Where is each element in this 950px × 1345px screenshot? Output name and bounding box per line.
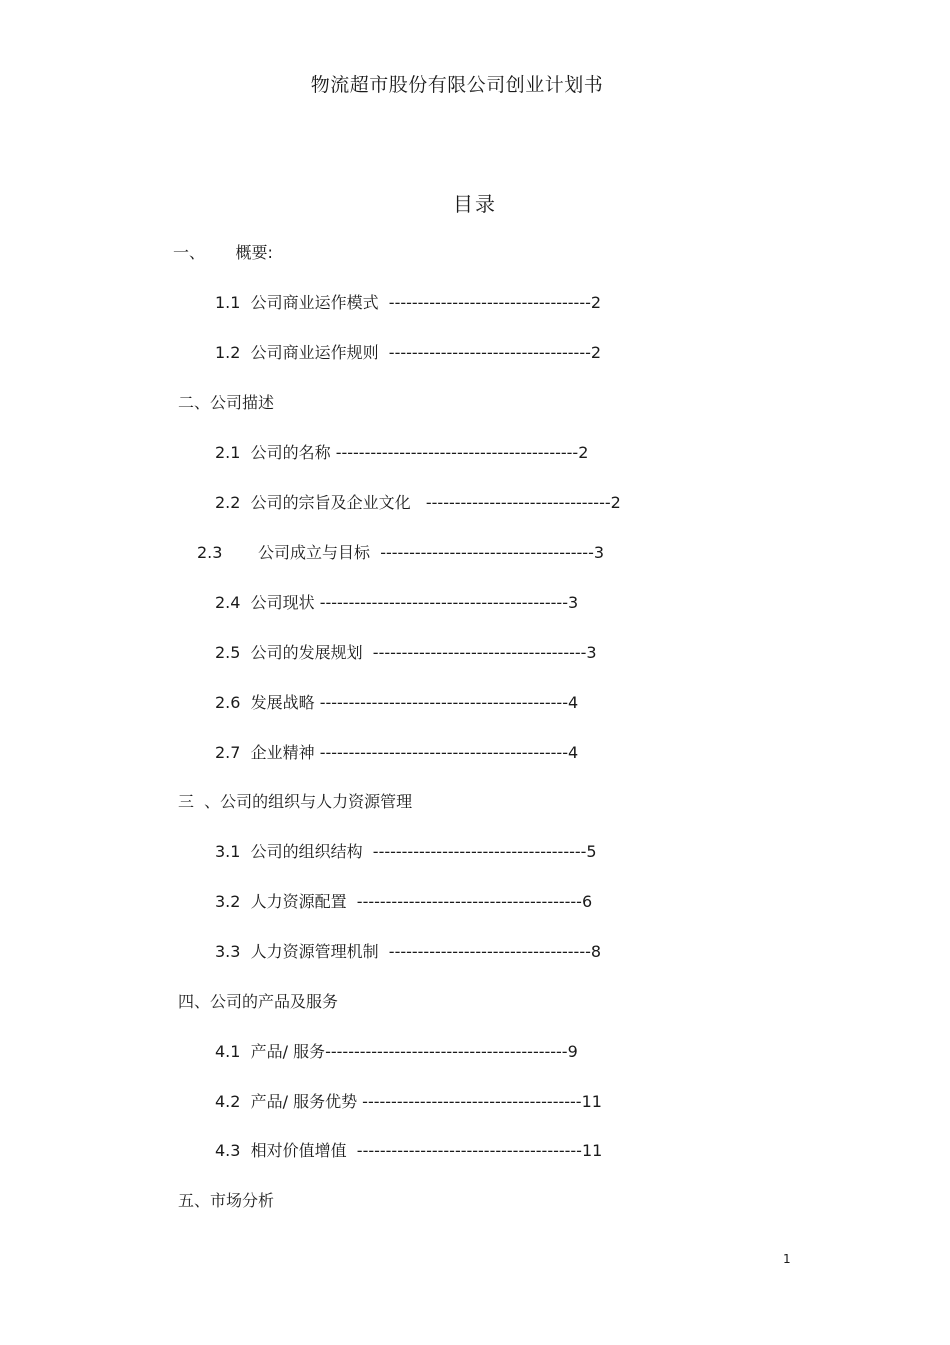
toc-entry[interactable]: 4.1 产品/ 服务------------------------------------------9: [215, 1042, 578, 1061]
toc-section-heading[interactable]: 一、 概要:: [173, 243, 273, 262]
toc-entry[interactable]: 2.3 公司成立与目标 -------------------------------------3: [197, 543, 605, 562]
toc-entry[interactable]: 3.3 人力资源管理机制 -----------------------------------8: [215, 942, 602, 961]
toc-entry[interactable]: 2.7 企业精神 -------------------------------------------4: [215, 743, 579, 762]
toc-entry[interactable]: 2.2 公司的宗旨及企业文化 --------------------------------2: [215, 493, 621, 512]
toc-entry[interactable]: 2.1 公司的名称 ------------------------------------------2: [215, 443, 589, 462]
toc-section-heading[interactable]: 三 、公司的组织与人力资源管理: [178, 792, 413, 811]
page-number: 1: [783, 1252, 791, 1266]
toc-entry[interactable]: 3.1 公司的组织结构 -------------------------------------5: [215, 842, 597, 861]
toc-entry[interactable]: 2.6 发展战略 -------------------------------------------4: [215, 693, 579, 712]
toc-entry[interactable]: 1.2 公司商业运作规则 -----------------------------------2: [215, 343, 602, 362]
toc-entry[interactable]: 4.3 相对价值增值 ---------------------------------------11: [215, 1141, 603, 1160]
toc-entry[interactable]: 2.4 公司现状 -------------------------------------------3: [215, 593, 579, 612]
toc-section-heading[interactable]: 二、公司描述: [178, 393, 275, 412]
toc-entry[interactable]: 4.2 产品/ 服务优势 --------------------------------------11: [215, 1092, 602, 1111]
toc-entry[interactable]: 3.2 人力资源配置 ---------------------------------------6: [215, 892, 593, 911]
toc-section-heading[interactable]: 五、市场分析: [178, 1191, 275, 1210]
toc-entry[interactable]: 2.5 公司的发展规划 -------------------------------------3: [215, 643, 597, 662]
toc-entry[interactable]: 1.1 公司商业运作模式 -----------------------------------2: [215, 293, 602, 312]
toc-heading: 目录: [453, 192, 497, 216]
toc-section-heading[interactable]: 四、公司的产品及服务: [178, 992, 339, 1011]
document-title: 物流超市股份有限公司创业计划书: [310, 74, 604, 96]
